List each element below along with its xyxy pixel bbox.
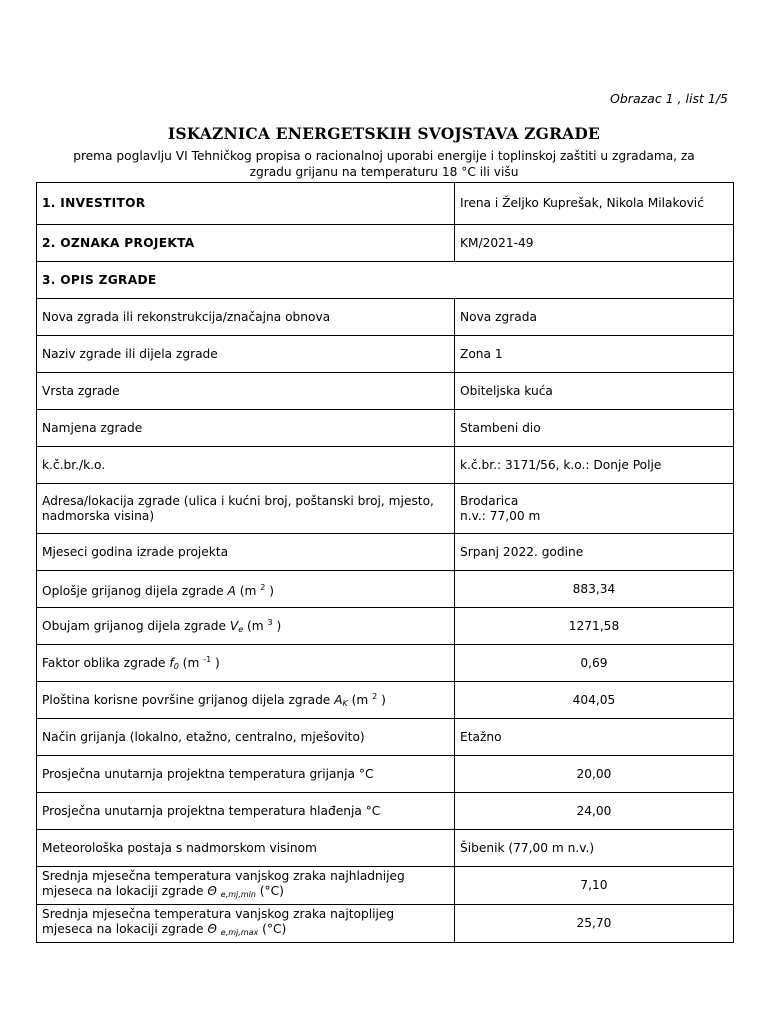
temp-max-row <box>37 905 734 943</box>
temp-hladenja-label: Prosječna unutarnja projektna temperatura hlađenja °C <box>37 793 455 830</box>
naziv-row <box>37 336 734 373</box>
subtitle-line-1: prema poglavlju VI Tehničkog propisa o racionalnoj uporabi energije i toplinskoj zaštiti u zgradama, za <box>73 149 695 163</box>
nova-value: Nova zgrada <box>455 299 734 336</box>
naziv-value: Zona 1 <box>455 336 734 373</box>
vrsta-label: Vrsta zgrade <box>37 373 455 410</box>
oznaka-value: KM/2021-49 <box>455 225 734 262</box>
faktor-label <box>37 645 455 682</box>
nacin-row <box>37 719 734 756</box>
temp-min-subscript: e,mj,min <box>220 890 256 899</box>
investitor-label: 1. INVESTITOR <box>37 183 455 225</box>
document-title: ISKAZNICA ENERGETSKIH SVOJSTAVA ZGRADE <box>167 124 601 143</box>
temp-grijanja-label: Prosječna unutarnja projektna temperatura grijanja °C <box>37 756 455 793</box>
vrsta-row <box>37 373 734 410</box>
temp-min-label-line-2 <box>42 884 449 902</box>
obujam-label <box>37 608 455 645</box>
temp-max-value: 25,70 <box>455 905 734 943</box>
obujam-unit-close: ) <box>272 619 282 633</box>
nacin-label: Način grijanja (lokalno, etažno, centralno, mješovito) <box>37 719 455 756</box>
obujam-row <box>37 608 734 645</box>
postaja-value: Šibenik (77,00 m n.v.) <box>455 830 734 867</box>
temp-min-unit: (°C) <box>255 884 284 898</box>
oplosje-text: Oplošje grijanog dijela zgrade <box>42 583 224 598</box>
naziv-label: Naziv zgrade ili dijela zgrade <box>37 336 455 373</box>
temp-hladenja-row <box>37 793 734 830</box>
nova-label: Nova zgrada ili rekonstrukcija/značajna obnova <box>37 299 455 336</box>
temp-min-symbol: Θ <box>207 884 217 898</box>
form-reference: Obrazac 1 , list 1/5 <box>610 91 728 106</box>
investitor-value: Irena i Željko Kuprešak, Nikola Milaković <box>455 183 734 225</box>
postaja-label: Meteorološka postaja s nadmorskom visinom <box>37 830 455 867</box>
faktor-value: 0,69 <box>455 645 734 682</box>
kcbr-label: k.č.br./k.o. <box>37 447 455 484</box>
temp-max-label <box>37 905 455 943</box>
temp-min-value: 7,10 <box>455 867 734 905</box>
adresa-label: Adresa/lokacija zgrade (ulica i kućni broj, poštanski broj, mjesto, nadmorska visina) <box>37 484 455 534</box>
opis-section-row <box>37 262 734 299</box>
plostina-subscript: K <box>342 699 348 708</box>
faktor-subscript: 0 <box>173 662 179 671</box>
faktor-unit-open: (m <box>178 656 204 670</box>
temp-min-row <box>37 867 734 905</box>
oplosje-label <box>37 571 455 608</box>
temp-min-label-line-1: Srednja mjesečna temperatura vanjskog zraka najhladnijeg <box>42 869 405 883</box>
subtitle-line-2: zgradu grijanu na temperaturu 18 °C ili višu <box>249 165 519 179</box>
temp-grijanja-row <box>37 756 734 793</box>
nova-row <box>37 299 734 336</box>
adresa-value <box>455 484 734 534</box>
plostina-label <box>37 682 455 719</box>
obujam-symbol: V <box>229 619 239 633</box>
plostina-symbol: A <box>334 693 343 707</box>
oplosje-unit-open: (m <box>235 583 261 598</box>
adresa-value-line-2: n.v.: 77,00 m <box>460 508 541 523</box>
temp-min-text: mjeseca na lokaciji zgrade <box>42 884 204 898</box>
plostina-unit-exp: 2 <box>372 692 378 701</box>
oplosje-value: 883,34 <box>455 571 734 608</box>
plostina-text: Ploština korisne površine grijanog dijela zgrade <box>42 693 331 707</box>
faktor-text: Faktor oblika zgrade <box>42 656 166 670</box>
faktor-row <box>37 645 734 682</box>
plostina-unit-open: (m <box>347 693 373 707</box>
document-subtitle <box>50 148 718 180</box>
namjena-value: Stambeni dio <box>455 410 734 447</box>
temp-max-unit: (°C) <box>258 922 287 936</box>
oplosje-symbol: A <box>227 583 236 598</box>
obujam-text: Obujam grijanog dijela zgrade <box>42 619 227 633</box>
investitor-row <box>37 183 734 225</box>
faktor-symbol: f <box>169 656 174 670</box>
obujam-value: 1271,58 <box>455 608 734 645</box>
kcbr-row <box>37 447 734 484</box>
temp-max-text: mjeseca na lokaciji zgrade <box>42 922 204 936</box>
temp-max-label-line-1: Srednja mjesečna temperatura vanjskog zraka najtoplijeg <box>42 907 395 921</box>
nacin-value: Etažno <box>455 719 734 756</box>
oznaka-row <box>37 225 734 262</box>
obujam-unit-exp: 3 <box>267 618 273 627</box>
temp-max-subscript: e,mj,max <box>220 928 259 937</box>
obujam-unit-open: (m <box>243 619 268 633</box>
oznaka-label: 2. OZNAKA PROJEKTA <box>37 225 455 262</box>
faktor-unit-close: ) <box>211 656 220 670</box>
vrsta-value: Obiteljska kuća <box>455 373 734 410</box>
temp-grijanja-value: 20,00 <box>455 756 734 793</box>
temp-hladenja-value: 24,00 <box>455 793 734 830</box>
plostina-unit-close: ) <box>377 693 386 707</box>
faktor-unit-exp: -1 <box>203 655 212 664</box>
adresa-value-line-1: Brodarica <box>460 493 519 508</box>
adresa-row <box>37 484 734 534</box>
namjena-row <box>37 410 734 447</box>
energy-card-table <box>36 182 734 943</box>
obujam-subscript: e <box>238 625 244 634</box>
mjesec-label: Mjeseci godina izrade projekta <box>37 534 455 571</box>
opis-section-label: 3. OPIS ZGRADE <box>37 262 734 299</box>
temp-max-label-line-2 <box>42 922 449 940</box>
temp-max-symbol: Θ <box>207 922 217 936</box>
mjesec-row <box>37 534 734 571</box>
oplosje-row <box>37 571 734 608</box>
temp-min-label <box>37 867 455 905</box>
oplosje-unit-exp: 2 <box>260 582 266 592</box>
namjena-label: Namjena zgrade <box>37 410 455 447</box>
postaja-row <box>37 830 734 867</box>
mjesec-value: Srpanj 2022. godine <box>455 534 734 571</box>
plostina-row <box>37 682 734 719</box>
oplosje-unit-close: ) <box>265 583 274 598</box>
plostina-value: 404,05 <box>455 682 734 719</box>
kcbr-value: k.č.br.: 3171/56, k.o.: Donje Polje <box>455 447 734 484</box>
